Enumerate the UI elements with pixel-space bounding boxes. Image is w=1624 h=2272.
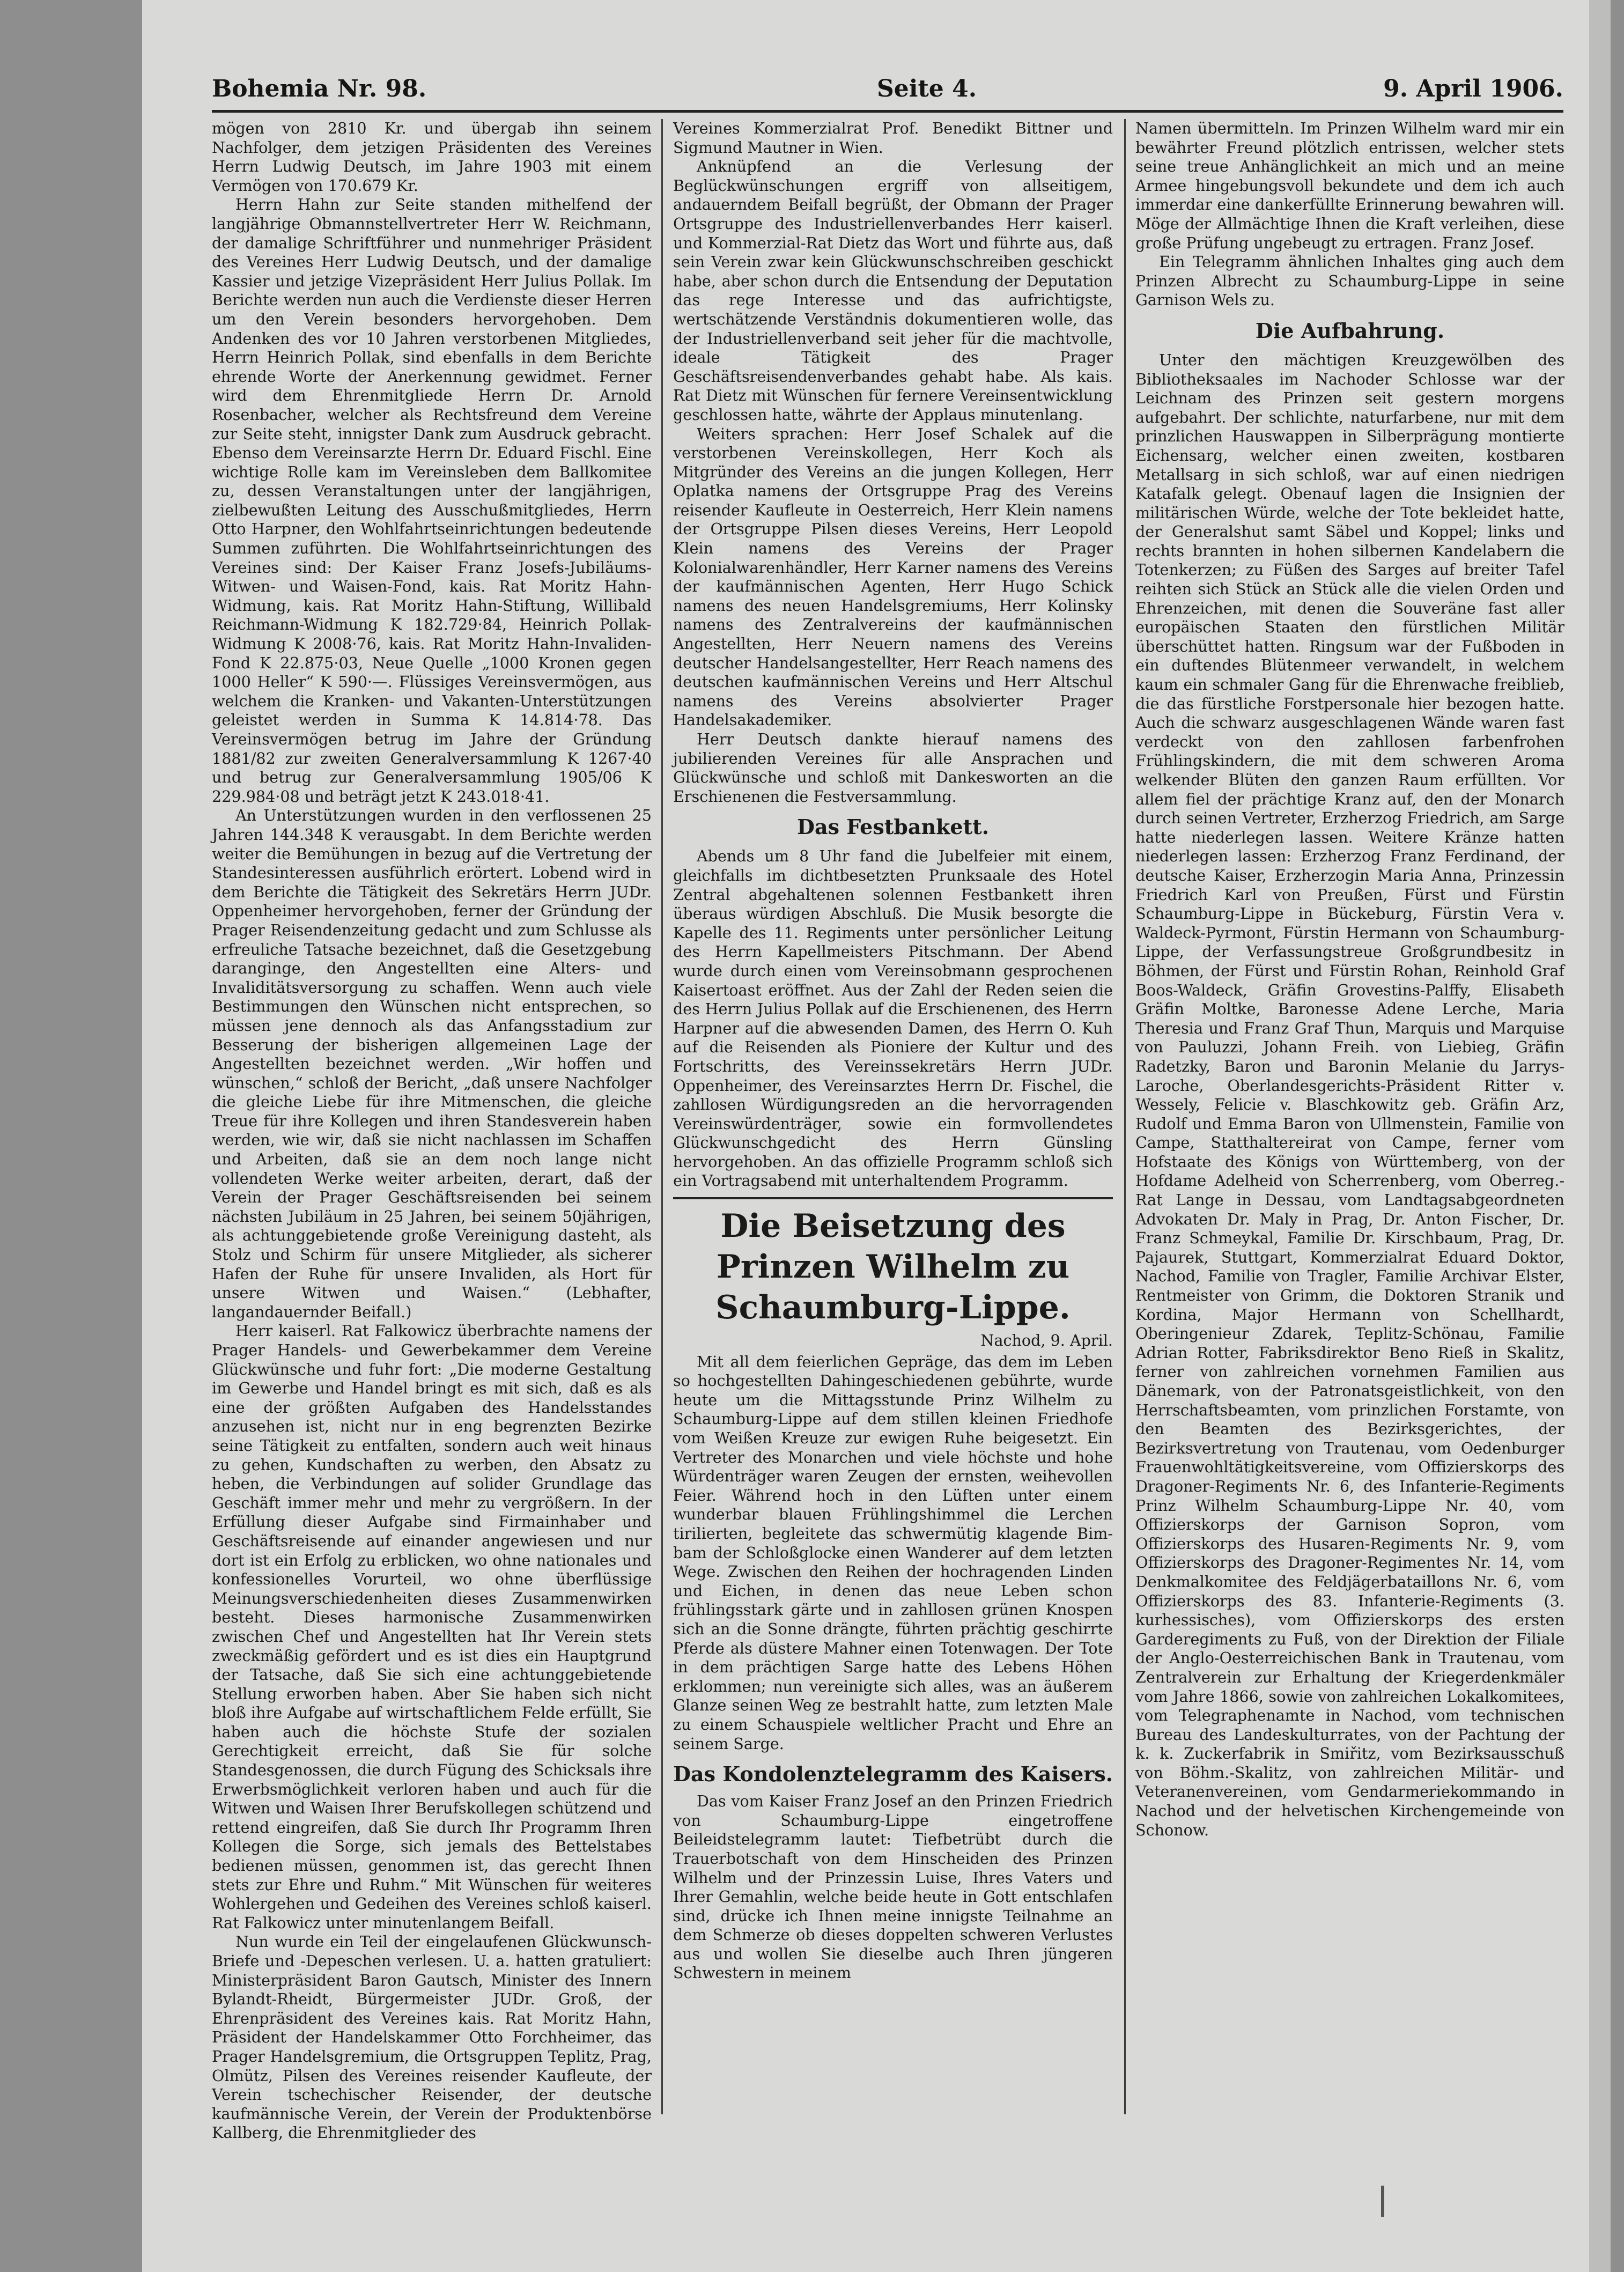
paragraph: mögen von 2810 Kr. und übergab ihn seinem Nachfolger, dem jetzigen Präsidenten des Vereines Herrn Ludwig Deutsch, im Jahre 1903 mit einem Vermögen von 170.679 Kr. bbox=[212, 119, 652, 195]
column-separator bbox=[661, 119, 663, 2114]
article-title-beisetzung: Die Beisetzung des Prinzen Wilhelm zu Schaumburg-Lippe. bbox=[715, 1207, 1071, 1327]
paragraph: Das vom Kaiser Franz Josef an den Prinzen Friedrich von Schaumburg-Lippe eingetroffene Beileidstelegramm lautet: Tiefbetrübt durch die Trauerbotschaft von dem Hinscheiden des Prinzen Wilhelm und der Prinzessin Luise, Ihres Vaters und Ihrer Gemahlin, welche beide heute in Gott entschlafen sind, drücke ich Ihnen meine innigste Teilnahme an dem Schmerze ob dieses doppelten schweren Verlustes aus und wollen Sie dieselbe auch Ihren jüngeren Schwestern in meinem bbox=[673, 1792, 1113, 1982]
paragraph: Anknüpfend an die Verlesung der Beglückwünschungen ergriff von allseitigem, andauerndem Beifall begrüßt, der Obmann der Prager Ortsgruppe des Industriellenverbandes Herr kaiserl. und Kommerzial-Rat Dietz das Wort und führte aus, daß sein Verein zwar kein Glückwunschschreiben geschickt habe, aber schon durch die Entsendung der Deputation das rege Interesse und das aufrichtigste, wertschätzende Verständnis dokumentieren wolle, das der Industriellenverband seit jeher für die machtvolle, ideale Tätigkeit des Prager Geschäftsreisendenverbandes gehabt habe. Als kais. Rat Dietz mit Wünschen für fernere Vereinsentwicklung geschlossen hatte, währte der Applaus minutenlang. bbox=[673, 157, 1113, 424]
paragraph: Herr Deutsch dankte hierauf namens des jubilierenden Vereines für alle Ansprachen und Glückwünsche und schloß mit Dankesworten an die Erschienenen die Festversammlung. bbox=[673, 730, 1113, 806]
column-2 bbox=[673, 119, 1113, 2077]
article-divider bbox=[673, 1197, 1113, 1199]
paragraph: Namen übermitteln. Im Prinzen Wilhelm ward mir ein bewährter Freund plötzlich entrissen, welcher stets seine treue Anhänglichkeit an mich und an meine Armee hingebungsvoll bekundete und dem ich auch immerdar eine dankerfüllte Erinnerung bewahren will. Möge der Allmächtige Ihnen die Kraft verleihen, diese große Prüfung ungebeugt zu ertragen. Franz Josef. bbox=[1135, 119, 1564, 252]
newspaper-page bbox=[142, 0, 1611, 2272]
header-rule bbox=[212, 110, 1563, 113]
paragraph: Nun wurde ein Teil der eingelaufenen Glückwunsch-Briefe und -Depeschen verlesen. U. a. hatten gratuliert: Ministerpräsident Baron Gautsch, Minister des Innern Bylandt-Rheidt, Bürgermeister JUDr. Groß, der Ehrenpräsident des Vereines kais. Rat Moritz Hahn, Präsident der Handelskammer Otto Forchheimer, das Prager Handelsgremium, die Ortsgruppen Teplitz, Prag, Olmütz, Pilsen des Vereines reisender Kaufleute, der Verein tschechischer Reisender, der deutsche kaufmännische Verein, der Verein der Produktenbörse Kallberg, die Ehrenmitglieder des bbox=[212, 1932, 652, 2142]
paragraph: Ein Telegramm ähnlichen Inhaltes ging auch dem Prinzen Albrecht zu Schaumburg-Lippe in seine Garnison Wels zu. bbox=[1135, 253, 1564, 309]
paragraph: Vereines Kommerzialrat Prof. Benedikt Bittner und Sigmund Mautner in Wien. bbox=[673, 119, 1113, 157]
section-heading-kondolenz: Das Kondolenztelegramm des Kaisers. bbox=[673, 1762, 1113, 1787]
column-separator bbox=[1124, 119, 1126, 2114]
column-3 bbox=[1135, 119, 1564, 2077]
margin-mark bbox=[1381, 2186, 1384, 2217]
paragraph: Mit all dem feierlichen Gepräge, das dem im Leben so hochgestellten Dahingeschiedenen gebührte, wurde heute um die Mittagsstunde Prinz Wilhelm zu Schaumburg-Lippe auf dem stillen kleinen Friedhofe vom Weißen Kreuze zur ewigen Ruhe beigesetzt. Ein Vertreter des Monarchen und viele höchste und hohe Würdenträger waren Zeugen der ernsten, weihevollen Feier. Während hoch in den Lüften unter einem wunderbar blauen Frühlingshimmel die Lerchen tirilierten, begleitete das schwermütig klagende Bim-bam der Schloßglocke einen Wanderer auf dem letzten Wege. Zwischen den Reihen der hochragenden Linden und Eichen, in denen das neue Leben schon frühlingsstark gärte und in zahllosen grünen Knospen sich an die Sonne drängte, führten prächtig geschirrte Pferde als düstere Mahner einen Totenwagen. Der Tote in dem prächtigen Sarge hatte des Lebens Höhen erklommen; nun vereinigte sich alles, was an äußerem Glanze seinen Weg ze bestrahlt hatte, zum letzten Male zu einem Schauspiele weltlicher Pracht und Ehre an seinem Sarge. bbox=[673, 1352, 1113, 1753]
scan-edge bbox=[1589, 0, 1611, 2272]
page-header bbox=[212, 75, 1563, 107]
paragraph: Unter den mächtigen Kreuzgewölben des Bibliotheksaales im Nachoder Schlosse war der Leichnam des Prinzen seit gestern morgens aufgebahrt. Der schlichte, naturfarbene, nur mit dem prinzlichen Hauswappen in Silberprägung montierte Eichensarg, welcher einen zweiten, kostbaren Metallsarg in sich schloß, war auf einen niedrigen Katafalk gelegt. Obenauf lagen die Insignien der militärischen Würde, welche der Tote bekleidet hatte, der Generalshut samt Säbel und Koppel; links und rechts brannten in hohen silbernen Kandelabern die Totenkerzen; zu Füßen des Sarges auf breiter Tafel reihten sich Stück an Stück alle die vielen Orden und Ehrenzeichen, mit denen die Souveräne fast aller europäischen Staaten den fürstlichen Militär überschüttet hatten. Ringsum war der Fußboden in ein duftendes Blütenmeer verwandelt, in welchem kaum ein schmaler Gang für die Ehrenwache freiblieb, die das fürstliche Forstpersonale hier bezogen hatte. Auch die schwarz ausgeschlagenen Wände waren fast verdeckt von den zahllosen farbenfrohen Frühlingskindern, die mit dem schweren Aroma welkender Blüten den ganzen Raum erfüllten. Vor allem fiel der prächtige Kranz auf, den der Monarch durch seinen Vertreter, Erzherzog Friedrich, am Sarge hatte niederlegen lassen. Weitere Kränze hatten niederlegen lassen: Erzherzog Franz Ferdinand, der deutsche Kaiser, Erzherzogin Maria Anna, Prinzessin Friedrich Karl von Preußen, Fürst und Fürstin Schaumburg-Lippe in Bückeburg, Fürstin Vera v. Waldeck-Pyrmont, Fürstin Hermann von Schaumburg-Lippe, der Verfassungstreue Großgrundbesitz in Böhmen, der Fürst und Fürstin Rohan, Reinhold Graf Boos-Waldeck, Gräfin Grovestins-Palffy, Elisabeth Gräfin Moltke, Baronesse Adene Lerche, Maria Theresia und Franz Graf Thun, Marquis und Marquise von Pauluzzi, Johann Freih. von Liebieg, Gräfin Radetzky, Baron und Baronin Melanie du Jarrys-Laroche, Oberlandesgerichts-Präsident Ritter v. Wessely, Felicie v. Blaschkowitz geb. Gräfin Arz, Rudolf und Emma Baron von Ullmenstein, Familie von Campe, Statthaltereirat von Campe, ferner vom Hofstaate des Königs von Württemberg, von der Hofdame Adelheid von Scherrenberg, vom Oberreg.-Rat Lange in Dessau, vom Landtagsabgeordneten Advokaten Dr. Maly in Prag, Dr. Anton Fischer, Dr. Franz Schmeykal, Familie Dr. Kirschbaum, Prag, Dr. Pajaurek, Stuttgart, Kommerzialrat Eduard Doktor, Nachod, Familie von Tragler, Familie Archivar Elster, Rentmeister von Grimm, die Doktoren Stranik und Kordina, Major Hermann von Schellhardt, Oberingenieur Zdarek, Teplitz-Schönau, Familie Adrian Rotter, Fabriksdirektor Beno Rieß in Skalitz, ferner von zahlreichen vornehmen Familien aus Dänemark, von der Patronatsgeistlichkeit, von den Herrschaftsbeamten, vom prinzlichen Forstamte, von den Beamten des Bezirksgerichtes, der Bezirksvertretung von Trautenau, vom Oedenburger Frauenwohltätigkeitsvereine, vom Offizierskorps des Dragoner-Regiments Nr. 6, des Infanterie-Regiments Prinz Wilhelm Schaumburg-Lippe Nr. 40, vom Offizierskorps der Garnison Sopron, vom Offizierskorps des Husaren-Regiments Nr. 9, vom Offizierskorps des Dragoner-Regimentes Nr. 14, vom Denkmalkomitee des Feldjägerbataillons Nr. 6, vom Offizierskorps des 83. Infanterie-Regiments (3. kurhessisches), vom Offizierskorps des ersten Garderegiments zu Fuß, von der Direktion der Filiale der Anglo-Oesterreichischen Bank in Trautenau, vom Zentralverein zur Erhaltung der Kriegerdenkmäler vom Jahre 1866, sowie von zahlreichen Lokalkomitees, vom Telegraphenamte in Nachod, vom technischen Bureau des Landeskulturrates, von der Pachtung der k. k. Zuckerfabrik in Smiřitz, vom Bezirksausschuß von Böhm.-Skalitz, von zahlreichen Militär- und Veteranenvereinen, vom Gendarmeriekommando in Nachod und der helvetischen Kirchengemeinde von Schonow. bbox=[1135, 350, 1564, 1839]
paragraph: Herrn Hahn zur Seite standen mithelfend der langjährige Obmannstellvertreter Herr W. Reichmann, der damalige Schriftführer und nunmehriger Präsident des Vereines Herr Ludwig Deutsch, und der damalige Kassier und jetzige Vizepräsident Herr Julius Pollak. Im Berichte werden nun auch die Verdienste dieser Herren um den Verein besonders hervorgehoben. Dem Andenken des vor 10 Jahren verstorbenen Mitgliedes, Herrn Heinrich Pollak, sind ebenfalls in dem Berichte ehrende Worte der Anerkennung gewidmet. Ferner wird dem Ehrenmitgliede Herrn Dr. Arnold Rosenbacher, welcher als Rechtsfreund dem Vereine zur Seite steht, innigster Dank zum Ausdruck gebracht. Ebenso dem Vereinsarzte Herrn Dr. Eduard Fischl. Eine wichtige Rolle kam im Vereinsleben dem Ballkomitee zu, dessen Veranstaltungen unter der langjährigen, zielbewußten Leitung des Ausschußmitgliedes, Herrn Otto Harpner, den Wohlfahrtseinrichtungen bedeutende Summen zuführten. Die Wohlfahrtseinrichtungen des Vereines sind: Der Kaiser Franz Josefs-Jubiläums-Witwen- und Waisen-Fond, kais. Rat Moritz Hahn-Widmung, kais. Rat Moritz Hahn-Stiftung, Willibald Reichmann-Widmung K 182.729·84, Heinrich Pollak-Widmung K 2008·76, kais. Rat Moritz Hahn-Invaliden-Fond K 22.875·03, Neue Quelle „1000 Kronen gegen 1000 Heller“ K 590·—. Flüssiges Vereinsvermögen, aus welchem die Kranken- und Vakanten-Unterstützungen geleistet werden in Summa K 14.814·78. Das Vereinsvermögen betrug im Jahre der Gründung 1881/82 zur zweiten Generalversammlung K 1267·40 und betrug zur Generalversammlung 1905/06 K 229.984·08 und beträgt jetzt K 243.018·41. bbox=[212, 195, 652, 806]
paragraph: An Unterstützungen wurden in den verflossenen 25 Jahren 144.348 K verausgabt. In dem Berichte werden weiter die Bemühungen in bezug auf die Vertretung der Standesinteressen ausführlich erörtert. Lobend wird in dem Berichte die Tätigkeit des Sekretärs Herrn JUDr. Oppenheimer hervorgehoben, ferner der Gründung der Prager Reisendenzeitung gedacht und zum Schlusse als erfreuliche Tatsache bezeichnet, daß die Gesetzgebung daranginge, den Angestellten eine Alters- und Invaliditätsversorgung zu schaffen. Wenn auch viele Bestimmungen den Wünschen nicht entsprechen, so müssen jene dennoch als das Anfangsstadium zur Besserung der bisherigen allgemeinen Lage der Angestellten bezeichnet werden. „Wir hoffen und wünschen,“ schloß der Bericht, „daß unsere Nachfolger die gleiche Liebe für ihre Mitmenschen, die gleiche Treue für ihre Kollegen und ihren Standesverein haben werden, wie wir, daß sie nicht nachlassen im Schaffen und Arbeiten, daß sie an dem noch lange nicht vollendeten Werke weiter arbeiten, derart, daß der Verein der Prager Geschäftsreisenden bei seinem nächsten Jubiläum in 25 Jahren, bei seinem 50jährigen, als achtunggebietende große Vereinigung dasteht, als Stolz und Schirm für unsere Mitglieder, als sicherer Hafen der Ruhe für unsere Invaliden, als Hort für unsere Witwen und Waisen.“ (Lebhafter, langandauernder Beifall.) bbox=[212, 806, 652, 1321]
section-heading-festbankett: Das Festbankett. bbox=[797, 815, 989, 839]
column-1 bbox=[212, 119, 652, 2142]
newspaper-name: Bohemia Nr. 98. bbox=[212, 75, 427, 102]
paragraph: Weiters sprachen: Herr Josef Schalek auf die verstorbenen Vereinskollegen, Herr Koch als Mitgründer des Vereins an die jungen Kollegen, Herr Oplatka namens der Ortsgruppe Prag des Vereins reisender Kaufleute in Oesterreich, Herr Klein namens der Ortsgruppe Pilsen dieses Vereins, Herr Leopold Klein namens des Vereins der Prager Kolonialwarenhändler, Herr Karner namens des Vereins der kaufmännischen Agenten, Herr Hugo Schick namens des neuen Handelsgremiums, Herr Kolinsky namens des Zentralvereins der kaufmännischen Angestellten, Herr Neuern namens des Vereins deutscher Handelsangestellter, Herr Reach namens des deutschen kaufmännischen Vereins und Herr Altschul namens des Vereins absolvierter Prager Handelsakademiker. bbox=[673, 424, 1113, 729]
paragraph: Herr kaiserl. Rat Falkowicz überbrachte namens der Prager Handels- und Gewerbekammer dem Vereine Glückwünsche und fuhr fort: „Die moderne Gestaltung im Gewerbe und Handel bringt es mit sich, daß es als eine der größten Aufgaben des Handelsstandes anzusehen ist, nicht nur in eng begrenzten Bezirke seine Tätigkeit zu entfalten, sondern auch weit hinaus zu gehen, Kundschaften zu werben, den Absatz zu heben, die Verbindungen auf solider Grundlage das Geschäft immer mehr und mehr zu vergrößern. In der Erfüllung dieser Aufgabe sind Firmainhaber und Geschäftsreisende auf einander angewiesen und nur dort ist ein Erfolg zu erblicken, wo ohne nationales und konfessionelles Vorurteil, wo ohne überflüssige Meinungsverschiedenheiten dieses Zusammenwirken besteht. Dieses harmonische Zusammenwirken zwischen Chef und Angestellten hat Ihr Verein stets zweckmäßig gefördert und es ist dies ein Hauptgrund der Tatsache, daß Sie sich eine achtunggebietende Stellung erworben haben. Aber Sie haben sich nicht bloß ihre Aufgabe auf wirtschaftlichem Felde erfüllt, Sie haben auch die höchste Stufe der sozialen Gerechtigkeit erreicht, daß Sie für solche Standesgenossen, die durch Fügung des Schicksals ihre Erwerbsmöglichkeit verloren haben und auch für die Witwen und Waisen Ihrer Berufskollegen schützend und rettend eingreifen, daß Sie durch Ihr Programm Ihren Kollegen die Sorge, sich jemals des Bettelstabes bedienen müssen, genommen ist, das gerecht Ihnen stets zur Ehre und Ruhm.“ Mit Wünschen für weiteres Wohlergehen und Gedeihen des Vereines schloß kaiserl. Rat Falkowicz unter minutenlangem Beifall. bbox=[212, 1322, 652, 1932]
issue-date: 9. April 1906. bbox=[1383, 75, 1563, 102]
dateline: Nachod, 9. April. bbox=[980, 1331, 1113, 1350]
section-heading-aufbahrung: Die Aufbahrung. bbox=[1255, 318, 1445, 343]
page-number: Seite 4. bbox=[877, 75, 977, 102]
paragraph: Abends um 8 Uhr fand die Jubelfeier mit einem, gleichfalls im dichtbesetzten Prunksaale des Hotel Zentral abgehaltenen solennen Festbankett ihren überaus würdigen Abschluß. Die Musik besorgte die Kapelle des 11. Regiments unter persönlicher Leitung des Herrn Kapellmeisters Pitschmann. Der Abend wurde durch einen vom Vereinsobmann gesprochenen Kaisertoast eröffnet. Aus der Zahl der Reden seien die des Herrn Julius Pollak auf die Erschienenen, des Herrn Harpner auf die abwesenden Damen, des Herrn O. Kuh auf die Reisenden als Pioniere der Kultur und des Fortschritts, des Vereinssekretärs Herrn JUDr. Oppenheimer, des Vereinsarztes Herrn Dr. Fischel, die zahllosen Würdigungsreden an die hervorragenden Vereinswürdenträger, sowie ein formvollendetes Glückwunschgedicht des Herrn Günsling hervorgehoben. An das offizielle Programm schloß sich ein Vortragsabend mit unterhaltendem Programm. bbox=[673, 847, 1113, 1190]
